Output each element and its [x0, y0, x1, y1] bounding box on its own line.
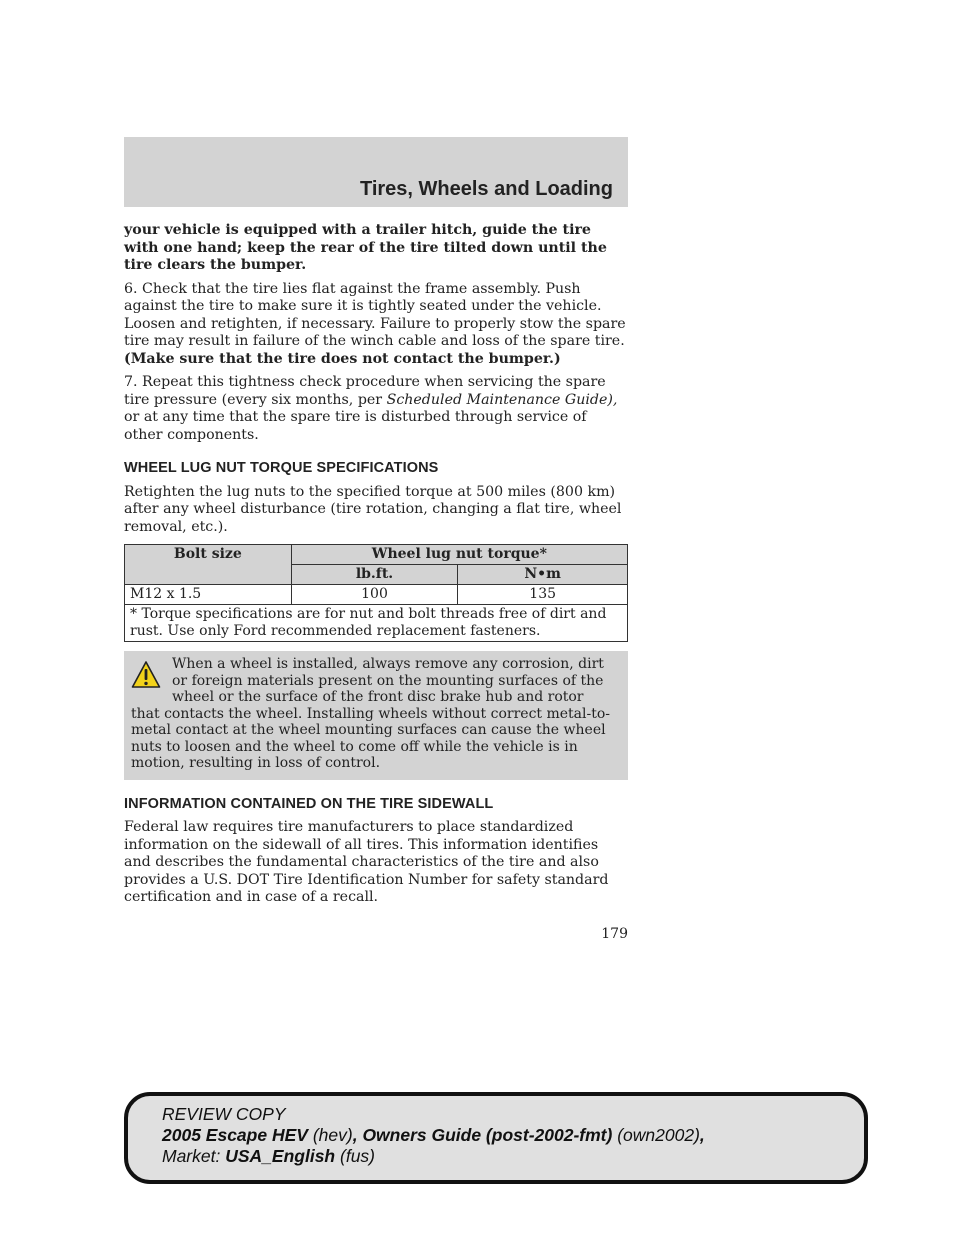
footer-separator-2: ,	[699, 1125, 705, 1145]
footer-market-label: Market:	[162, 1146, 221, 1166]
step-6-paragraph	[124, 281, 628, 369]
step-6-text: 6. Check that the tire lies flat against the frame assembly. Push against the tire to make sure it is tightly seated under the vehicle. Loosen and retighten, if necessary. Failure to properly stow the spare tire may result in failure of the winch cable and loss of the spare tire.	[124, 280, 626, 349]
cell-lbft: 100	[291, 585, 458, 605]
table-row	[125, 585, 628, 605]
table-footnote-row	[125, 605, 628, 642]
warning-box	[124, 651, 628, 780]
footer-market-code: (fus)	[340, 1146, 375, 1166]
step-6-bold-note: (Make sure that the tire does not contact the bumper.)	[124, 350, 561, 367]
tire-sidewall-heading: INFORMATION CONTAINED ON THE TIRE SIDEWALL	[124, 795, 494, 812]
header-bolt-size: Bolt size	[125, 545, 292, 585]
step-7-paragraph	[124, 374, 628, 444]
intro-paragraph: your vehicle is equipped with a trailer hitch, guide the tire with one hand; keep the rear of the tire tilted down until the tire clears the bumper.	[124, 222, 607, 273]
cell-nm: 135	[458, 585, 628, 605]
header-unit-nm: N•m	[458, 565, 628, 585]
section-title: Tires, Wheels and Loading	[359, 178, 613, 200]
page-number: 179	[601, 926, 628, 942]
footer-model: 2005 Escape HEV	[162, 1125, 308, 1145]
warning-triangle-icon	[131, 660, 161, 690]
warning-text: When a wheel is installed, always remove any corrosion, dirt or foreign materials present on the mounting surfaces of the wheel or the surface of the front disc brake hub and rotor that contacts the wheel. Installing wheels without correct metal-to-metal contact at the wheel mounting surfaces can cause the wheel nuts to loosen and the wheel to come off while the vehicle is in motion, resulting in loss of control.	[131, 656, 611, 771]
tire-sidewall-paragraph: Federal law requires tire manufacturers to place standardized information on the sidewall of all tires. This information identifies and describes the fundamental characteristics of the tire and also provides a U.S. DOT Tire Identification Number for safety standard certification and in case of a recall.	[124, 819, 609, 905]
footer-review-copy: REVIEW COPY	[162, 1104, 286, 1124]
header-lug-nut-torque: Wheel lug nut torque*	[291, 545, 627, 565]
section-header-band	[124, 137, 628, 207]
step-7-text-after: or at any time that the spare tire is disturbed through service of other components.	[124, 409, 587, 443]
footer-line-3	[162, 1146, 705, 1167]
footer-text	[162, 1104, 705, 1167]
review-footer	[124, 1092, 868, 1184]
lug-nut-torque-paragraph: Retighten the lug nuts to the specified torque at 500 miles (800 km) after any wheel disturbance (tire rotation, changing a flat tire, wheel removal, etc.).	[124, 483, 622, 535]
footer-market: USA_English	[225, 1146, 336, 1166]
header-unit-lbft: lb.ft.	[291, 565, 458, 585]
torque-spec-table	[124, 544, 628, 642]
table-footnote: * Torque specifications are for nut and bolt threads free of dirt and rust. Use only Ford recommended replacement fasteners.	[125, 605, 628, 642]
step-7-text-before: 7. Repeat this tightness check procedure when servicing the spare tire pressure (every six months, per	[124, 374, 606, 408]
footer-guide-code: (own2002)	[617, 1125, 700, 1145]
footer-guide: Owners Guide (post-2002-fmt)	[362, 1125, 613, 1145]
step-7-guide-reference: Scheduled Maintenance Guide),	[386, 391, 618, 408]
cell-bolt-size: M12 x 1.5	[125, 585, 292, 605]
table-header-row	[125, 545, 628, 565]
footer-separator-1: ,	[352, 1125, 358, 1145]
page-content	[124, 222, 628, 913]
lug-nut-torque-heading: WHEEL LUG NUT TORQUE SPECIFICATIONS	[124, 460, 439, 476]
footer-line-2	[162, 1125, 705, 1146]
footer-model-code: (hev)	[312, 1125, 353, 1145]
